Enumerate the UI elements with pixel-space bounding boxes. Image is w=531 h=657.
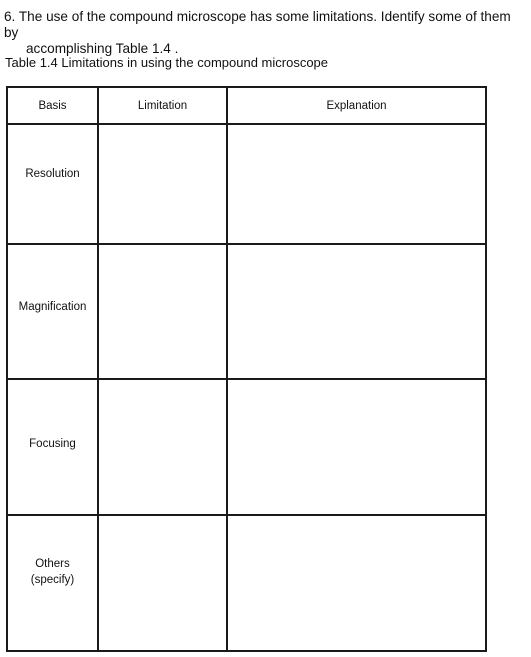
basis-cell	[7, 124, 98, 244]
basis-label: Resolution	[25, 168, 80, 180]
basis-label: Magnification	[18, 300, 87, 313]
table-row	[7, 244, 486, 380]
table-row	[7, 515, 486, 651]
limitation-cell[interactable]	[98, 515, 227, 651]
basis-label: Focusing	[29, 438, 76, 451]
explanation-cell[interactable]	[227, 124, 486, 244]
limitation-cell[interactable]	[98, 124, 227, 244]
table-row	[7, 124, 486, 244]
header-basis: Basis	[7, 87, 98, 124]
explanation-cell[interactable]	[227, 515, 486, 651]
header-limitation: Limitation	[98, 87, 227, 124]
limitation-cell[interactable]	[98, 244, 227, 380]
table-header-row	[7, 87, 486, 124]
basis-cell	[7, 515, 98, 651]
basis-cell	[7, 244, 98, 380]
basis-cell	[7, 379, 98, 515]
question-line-2: accomplishing Table 1.4 .	[26, 41, 179, 56]
basis-label: Others (specify)	[30, 558, 75, 587]
table-caption: Table 1.4 Limitations in using the compound microscope	[5, 55, 329, 70]
question-line-1: 6. The use of the compound microscope has some limitations. Identify some of them by	[4, 9, 511, 40]
table-row	[7, 379, 486, 515]
explanation-cell[interactable]	[227, 244, 486, 380]
header-explanation: Explanation	[227, 87, 486, 124]
limitations-table	[6, 86, 487, 652]
explanation-cell[interactable]	[227, 379, 486, 515]
question-text	[4, 9, 528, 57]
limitation-cell[interactable]	[98, 379, 227, 515]
